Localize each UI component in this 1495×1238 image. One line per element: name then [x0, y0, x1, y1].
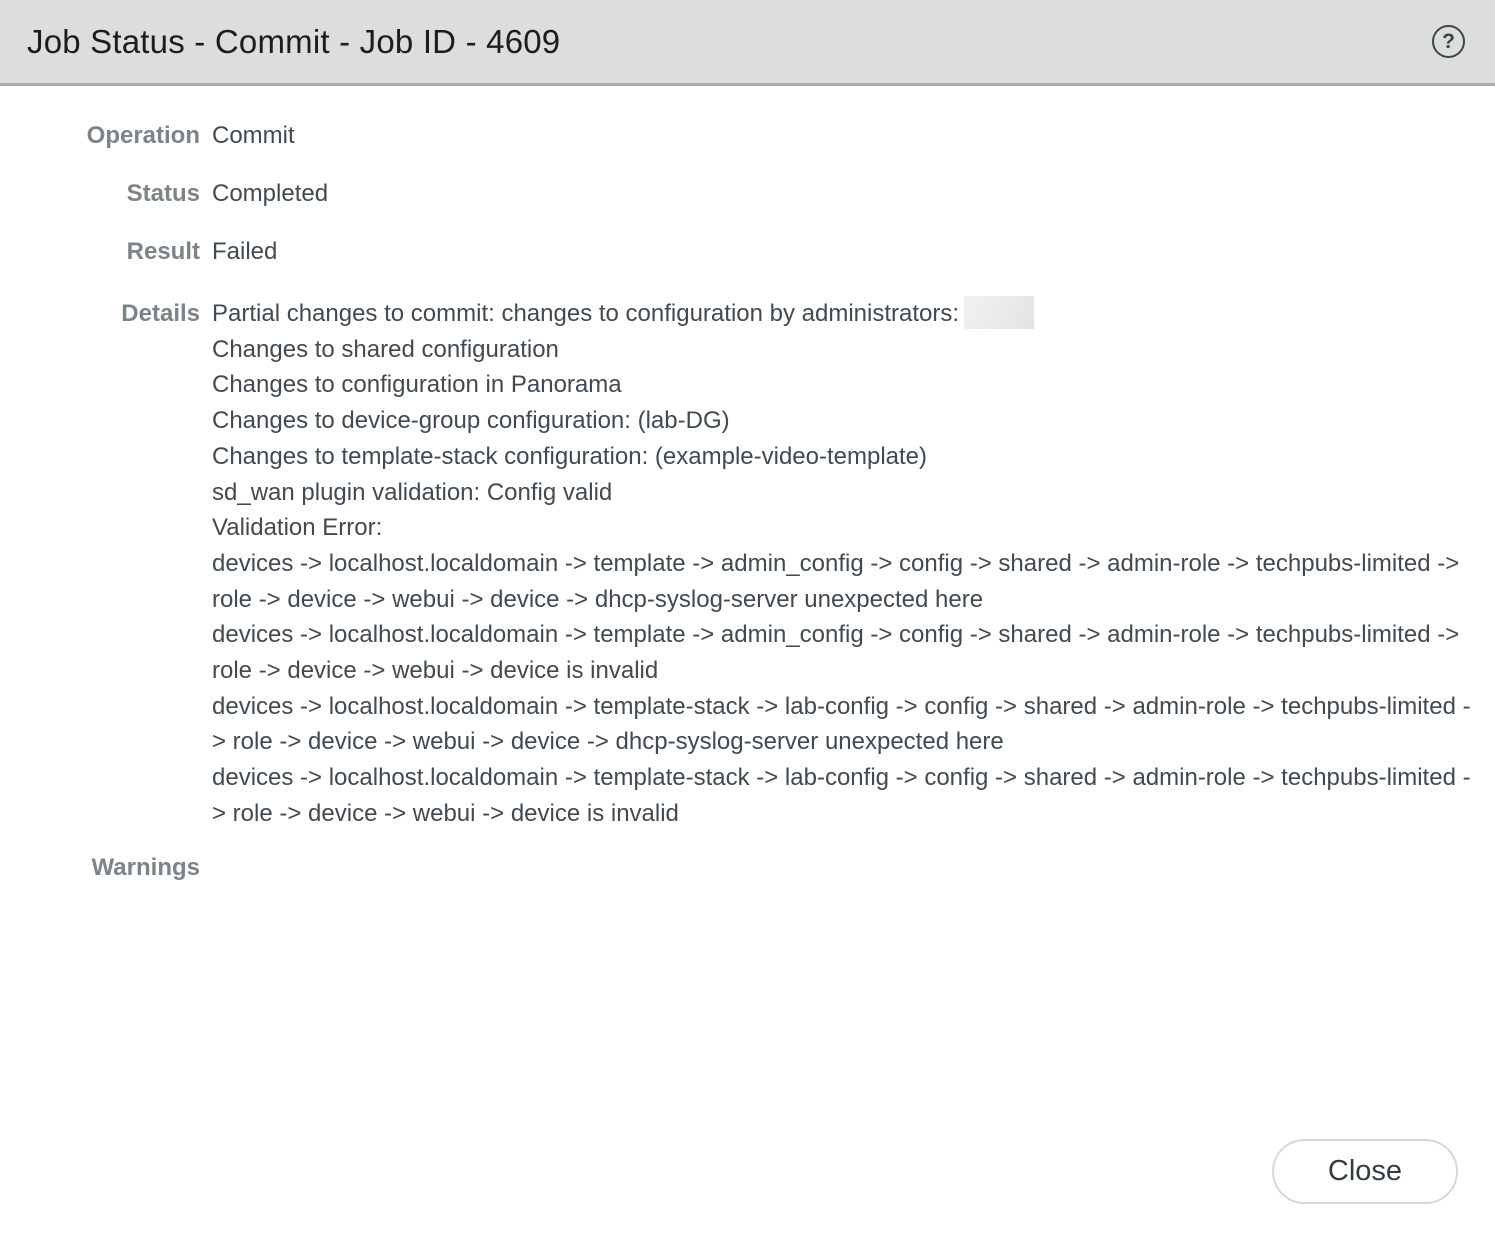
details-line: devices -> localhost.localdomain -> template-stack -> lab-config -> config -> shared -> admin-role -> techpubs-limited -> role -> device -> webui -> device -> dhcp-syslog-server unexpected here [212, 692, 1471, 756]
result-row [0, 238, 1495, 266]
details-row [0, 296, 1495, 832]
result-label: Result [126, 238, 200, 265]
details-label: Details [121, 300, 200, 327]
result-value: Failed [212, 238, 278, 265]
warnings-row [0, 854, 1495, 882]
operation-row [0, 122, 1495, 150]
warnings-label: Warnings [91, 853, 200, 881]
operation-value: Commit [212, 122, 295, 149]
details-line: sd_wan plugin validation: Config valid [212, 478, 613, 506]
operation-label: Operation [86, 122, 200, 149]
details-line: Changes to configuration in Panorama [212, 371, 622, 399]
status-label: Status [126, 180, 200, 207]
details-line: devices -> localhost.localdomain -> template -> admin_config -> config -> shared -> admin-role -> techpubs-limited -> role -> device -> webui -> device is invalid [212, 621, 1460, 685]
details-line: Changes to shared configuration [212, 335, 559, 363]
dialog-title: Job Status - Commit - Job ID - 4609 [27, 22, 561, 60]
help-icon[interactable]: ? [1432, 25, 1465, 58]
dialog-header [0, 0, 1495, 86]
details-line: Validation Error: [212, 514, 383, 542]
close-button[interactable]: Close [1272, 1139, 1458, 1204]
details-line: Changes to template-stack configuration: (example-video-template) [212, 442, 928, 470]
details-line: devices -> localhost.localdomain -> template -> admin_config -> config -> shared -> admin-role -> techpubs-limited -> role -> device -> webui -> device -> dhcp-syslog-server unexpected here [212, 549, 1460, 613]
details-line: Changes to device-group configuration: (lab-DG) [212, 407, 730, 435]
details-lines [212, 296, 1484, 832]
dialog-body [0, 86, 1495, 882]
details-line: devices -> localhost.localdomain -> template-stack -> lab-config -> config -> shared -> admin-role -> techpubs-limited -> role -> device -> webui -> device is invalid [212, 764, 1471, 827]
redacted-admin-name [964, 296, 1034, 329]
details-line: Partial changes to commit: changes to configuration by administrators: [212, 296, 1484, 332]
status-value: Completed [212, 180, 329, 207]
status-row [0, 180, 1495, 208]
